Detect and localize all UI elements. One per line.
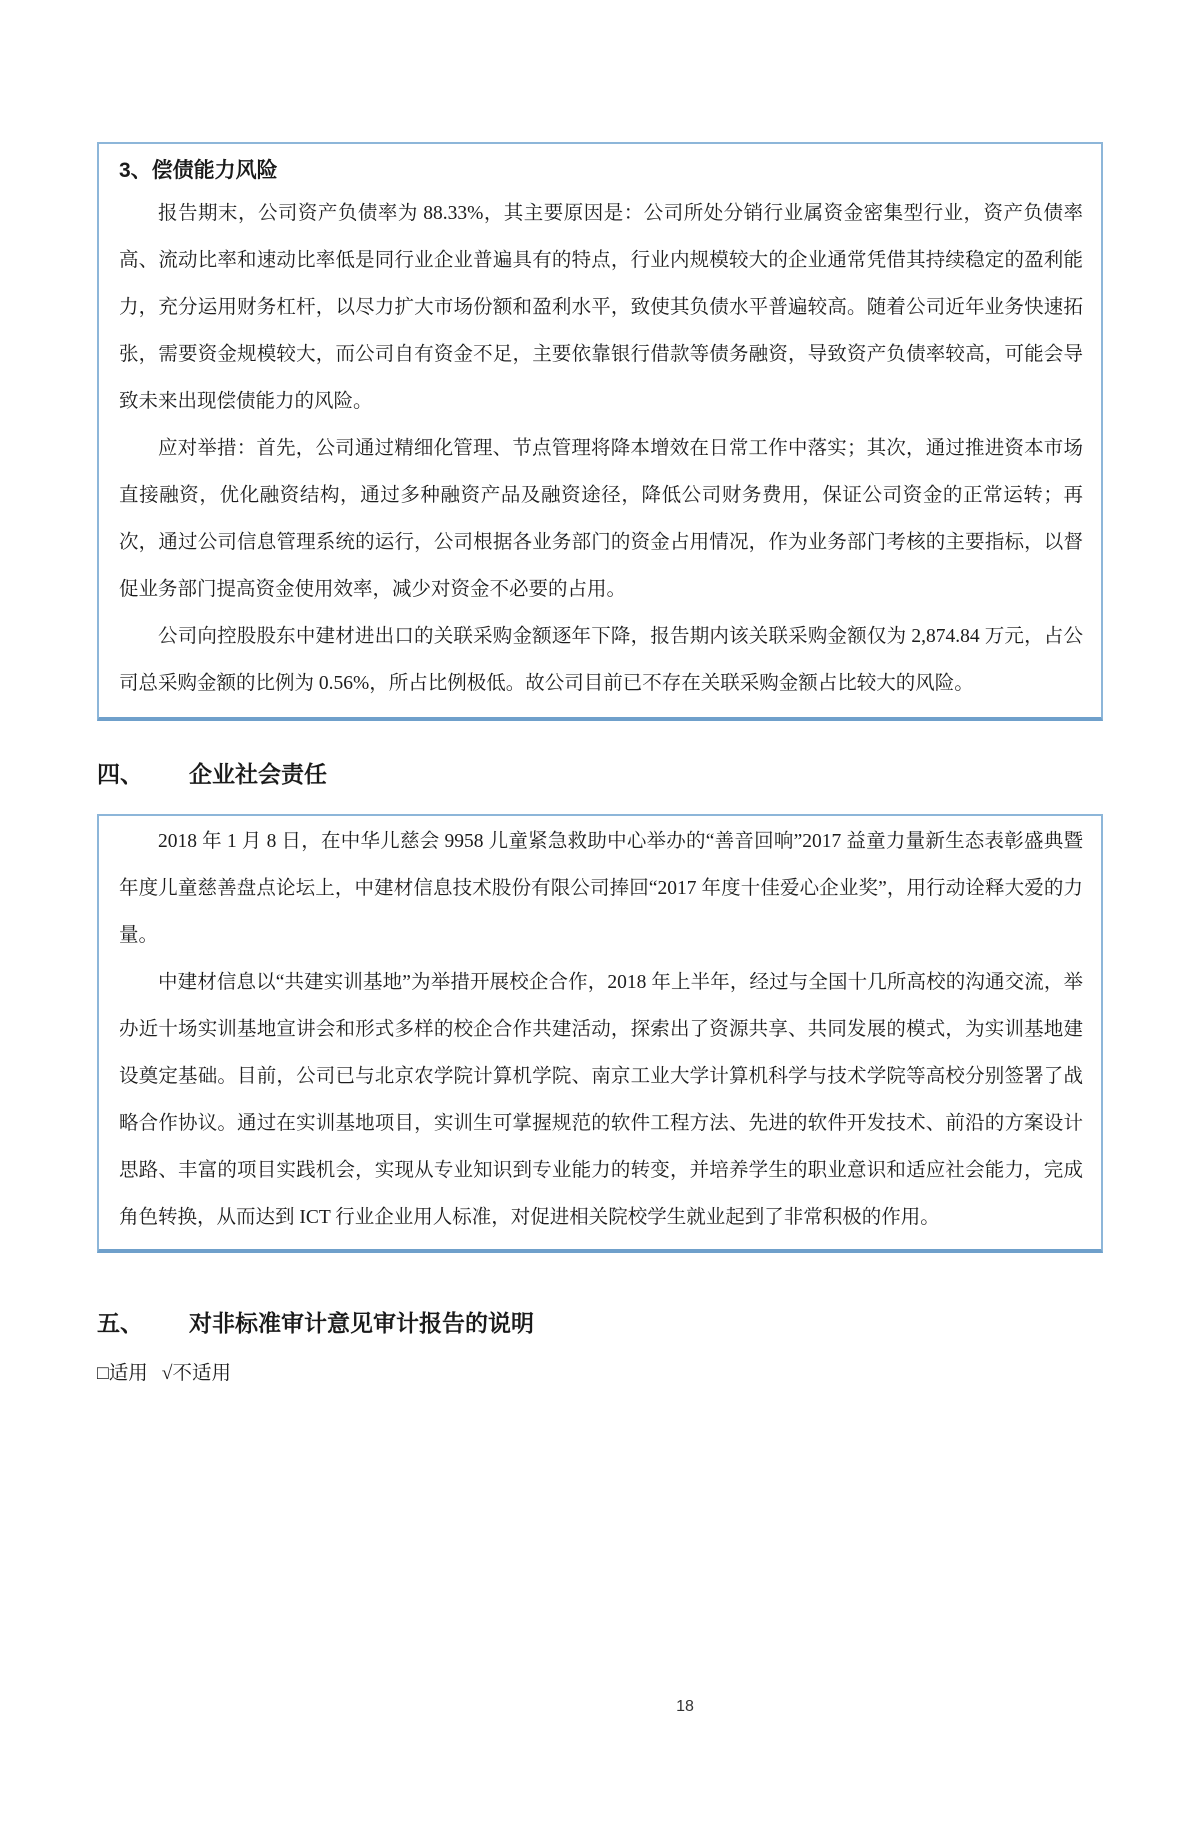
document-page <box>97 142 1103 1389</box>
risk-section-box <box>97 142 1103 721</box>
risk-paragraph-3: 公司向控股股东中建材进出口的关联采购金额逐年下降，报告期内该关联采购金额仅为 2,874.84 万元，占公司总采购金额的比例为 0.56%，所占比例极低。故公司目前已不存在关联采购金额占比较大的风险。 <box>119 626 1083 694</box>
check-not-applicable: √不适用 <box>161 1363 231 1384</box>
section-number: 五、 <box>97 1310 143 1336</box>
section-title: 对非标准审计意见审计报告的说明 <box>189 1310 534 1336</box>
risk-heading: 3、偿债能力风险 <box>119 159 278 182</box>
risk-paragraph-2: 应对举措：首先，公司通过精细化管理、节点管理将降本增效在日常工作中落实；其次，通过推进资本市场直接融资，优化融资结构，通过多种融资产品及融资途径，降低公司财务费用，保证公司资金的正常运转；再次，通过公司信息管理系统的运行，公司根据各业务部门的资金占用情况，作为业务部门考核的主要指标，以督促业务部门提高资金使用效率，减少对资金不必要的占用。 <box>119 438 1083 600</box>
section-heading-csr <box>97 754 1103 794</box>
section-title: 企业社会责任 <box>189 761 327 787</box>
checkbox-applicable: □适用 <box>97 1363 148 1384</box>
page-number: 18 <box>676 1698 694 1715</box>
section-number: 四、 <box>97 761 143 787</box>
csr-section-box <box>97 814 1103 1253</box>
section-heading-audit <box>97 1303 1103 1343</box>
risk-paragraph-1: 报告期末，公司资产负债率为 88.33%，其主要原因是：公司所处分销行业属资金密集型行业，资产负债率高、流动比率和速动比率低是同行业企业普遍具有的特点，行业内规模较大的企业通常凭借其持续稳定的盈利能力，充分运用财务杠杆，以尽力扩大市场份额和盈利水平，致使其负债水平普遍较高。随着公司近年业务快速拓张，需要资金规模较大，而公司自有资金不足，主要依靠银行借款等债务融资，导致资产负债率较高，可能会导致未来出现偿债能力的风险。 <box>119 203 1083 412</box>
csr-paragraph-1: 2018 年 1 月 8 日，在中华儿慈会 9958 儿童紧急救助中心举办的“善音回响”2017 益童力量新生态表彰盛典暨年度儿童慈善盘点论坛上，中建材信息技术股份有限公司捧回“2017 年度十佳爱心企业奖”，用行动诠释大爱的力量。 <box>119 831 1083 946</box>
csr-paragraph-2: 中建材信息以“共建实训基地”为举措开展校企合作，2018 年上半年，经过与全国十几所高校的沟通交流，举办近十场实训基地宣讲会和形式多样的校企合作共建活动，探索出了资源共享、共同发展的模式，为实训基地建设奠定基础。目前，公司已与北京农学院计算机学院、南京工业大学计算机科学与技术学院等高校分别签署了战略合作协议。通过在实训基地项目，实训生可掌握规范的软件工程方法、先进的软件开发技术、前沿的方案设计思路、丰富的项目实践机会，实现从专业知识到专业能力的转变，并培养学生的职业意识和适应社会能力，完成角色转换，从而达到 ICT 行业企业用人标准，对促进相关院校学生就业起到了非常积极的作用。 <box>119 972 1083 1228</box>
applicability-line <box>97 1359 1103 1389</box>
